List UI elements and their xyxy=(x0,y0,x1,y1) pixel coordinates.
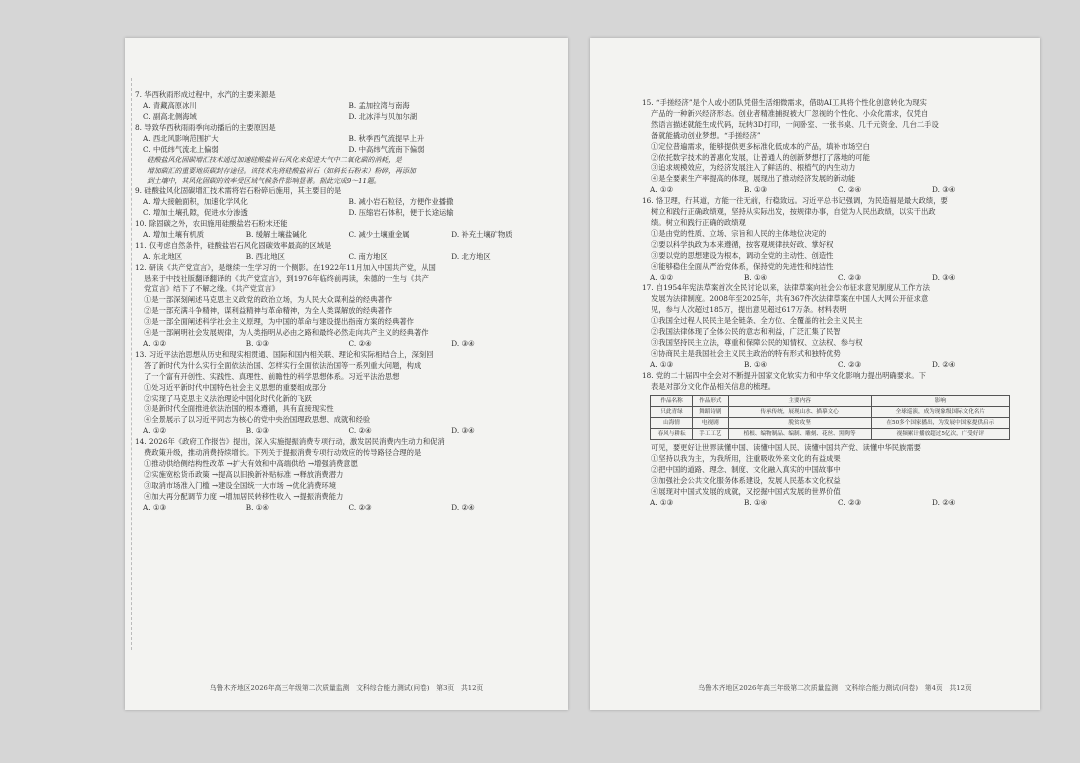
question-text-line: 可见，要更好让世界读懂中国、读懂中国人民、读懂中国共产党、读懂中华民族需要 xyxy=(651,443,921,453)
question-stem: 8. 导致华西秋雨雨季向动播后的主要原因是 xyxy=(135,122,276,132)
answer-option: B. ①③ xyxy=(744,185,768,195)
answer-option: C. ②④ xyxy=(348,426,372,436)
question-text-line: 表是对部分文化作品相关信息的梳理。 xyxy=(651,381,776,391)
material-paragraph-line: 硅酸盐风化固碳增汇技术通过加速硅酸盐岩石风化来促进大气中二氧化碳的消耗，是 xyxy=(147,156,402,165)
question-text-line: 然语言描述就能生成代码，玩转3D打印，一间卧室、一张书桌、几千元资金、几台二手设 xyxy=(651,119,939,129)
table-cell: 传承传统，展现山水、描摹文心 xyxy=(728,407,871,418)
answer-option: C. 增加土壤孔隙，促进水分渗透 xyxy=(143,208,248,218)
page-4-footer: 乌鲁木齐地区2026年高三年级第二次质量监测 文科综合能力测试(问卷) 第4页 共12页 xyxy=(698,684,972,692)
answer-option: A. ①③ xyxy=(650,359,673,369)
question-text-line: ③是一部全面阐述科学社会主义原理，为中国的革命与建设提出指南方案的经典著作 xyxy=(144,317,414,327)
question-text-line: ③是新时代全面推进依法治国的根本遵循，具有直接现实性 xyxy=(144,404,334,414)
answer-option: D. ②④ xyxy=(451,502,475,512)
answer-option: A. ①② xyxy=(650,272,673,282)
question-text-line: 费政策升级，推动消费持续增长。下列关于提振消费专项行动效应的传导路径合理的是 xyxy=(144,448,422,458)
question-text-line: 备就能撬动创业梦想。“手搓经济” xyxy=(651,130,761,140)
table-header-cell: 主要内容 xyxy=(728,396,871,407)
answer-options xyxy=(135,197,554,208)
table-body xyxy=(651,407,1010,440)
question-stem: 7. 华西秋雨形成过程中，水汽的主要来源是 xyxy=(135,90,276,99)
answer-option: A. 西北风影响范围扩大 xyxy=(143,133,219,143)
answer-options xyxy=(135,339,554,350)
page-4-block-b xyxy=(642,443,1026,508)
question-text-line: ②要以科学执政为本来遵循，按客观规律扶好政、掌好权 xyxy=(651,239,834,249)
culture-works-table xyxy=(650,395,1010,440)
table-cell: 在50多个国家播出，为发展中国家提供启示 xyxy=(871,418,1009,429)
answer-option: D. 北冰洋与贝加尔湖 xyxy=(348,111,418,121)
question-text-line: ③追求规模效应，为经济发展注入了鲜活的、根植气的内生动力 xyxy=(651,163,856,173)
table-row xyxy=(651,407,1010,418)
answer-option: B. ①④ xyxy=(245,502,269,512)
question-text-line: 树立和践行正确政绩观，坚持从实际出发，按规律办事，自觉为人民出政绩，以实干出政 xyxy=(651,207,936,217)
answer-option: C. 南方地区 xyxy=(348,251,388,261)
question-text-line: ①是由党的性质、立场、宗旨和人民的主体地位决定的 xyxy=(651,228,827,238)
answer-option: B. 西北地区 xyxy=(245,251,285,261)
question-text-line: 见，参与人次超过185万，提出意见超过617万条。材料表明 xyxy=(651,305,847,315)
table-cell: 只此青绿 xyxy=(651,407,693,418)
question-text-line: ④全景展示了以习近平同志为核心的党中央治国理政思想、成就和经验 xyxy=(144,415,371,425)
answer-option: B. 孟加拉湾与南海 xyxy=(348,100,410,110)
answer-option: A. ①③ xyxy=(650,498,673,507)
table-header-row xyxy=(651,396,1010,407)
question-stem: 15. “手搓经济”是个人或小团队凭借生活细微需求，借助AI工具将个性化创意转化为现实 xyxy=(642,98,927,107)
answer-option: D. 北方地区 xyxy=(451,251,491,261)
question-text-line: 绩。树立和践行正确的政绩观 xyxy=(651,217,746,227)
answer-options xyxy=(135,252,554,263)
question-text-line: 恳来于中技社版翻译翻译的《共产党宣言》，到1976年临终前再读，朱德的一生与《共产 xyxy=(144,273,429,283)
answer-options xyxy=(642,360,1026,371)
question-text-line: ③要以党的思想建设为根本，调动全党的主动性、创造性 xyxy=(651,250,834,260)
answer-option: B. 秋季西气流提早上升 xyxy=(348,133,425,143)
question-stem: 16. 恪卫理，行其道，方能一往无前，行稳致远。习近平总书记强调，为民造福是最大政绩，要 xyxy=(642,196,948,206)
answer-option: D. ②④ xyxy=(932,359,956,369)
table-cell: 脱贫攻坚 xyxy=(728,418,871,429)
question-text-line: 答了新时代为什么实行全面依法治国、怎样实行全面依法治国等一系列重大问题，构成 xyxy=(144,360,422,370)
table-header-cell: 影响 xyxy=(871,396,1009,407)
answer-option: D. ③④ xyxy=(451,339,475,349)
question-text-line: ②实施宽松货币政策 →提高以旧换新补贴标准 →释放消费潜力 xyxy=(144,469,344,479)
answer-option: B. ①③ xyxy=(245,339,269,349)
answer-option: D. 补充土壤矿物质 xyxy=(451,229,513,239)
exam-page-3 xyxy=(125,38,568,710)
question-text-line: ④是一部阐明社会发展规律，为人类指明从必由之路和最终必然走向共产主义的经典著作 xyxy=(144,328,429,338)
question-stem: 11. 仅考虑自然条件，硅酸盐岩石风化固碳效率最高的区域是 xyxy=(135,240,332,250)
question-text-line: ②我国法律体现了全体公民的意志和利益，广泛汇集了民智 xyxy=(651,327,841,337)
table-cell: 植根、编物制品、编制、雕刻、花丝、黑陶等 xyxy=(728,429,871,440)
material-paragraph-line: 增加碳汇的重要地质碳封存途径。该技术先将硅酸盐岩石（如斜长石粉末）粉碎，再添加 xyxy=(147,166,416,175)
page-3-questions xyxy=(135,90,554,514)
answer-option: A. 增大接触面积，加速化学风化 xyxy=(143,197,248,207)
table-row xyxy=(651,429,1010,440)
answer-option: B. ①④ xyxy=(744,359,768,369)
answer-option: B. 减小岩石粒径，方便作业播撒 xyxy=(348,197,454,207)
question-text-line: ①推动供给侧结构性改革 →扩大有效和中高端供给 →增强消费意愿 xyxy=(144,458,358,468)
question-text-line: ①是一部深刻阐述马克思主义政党的政治立场，为人民大众谋利益的经典著作 xyxy=(144,295,393,305)
answer-options xyxy=(135,230,554,241)
question-text-line: ①坚持以我为主，为我所用，注重吸收外来文化的有益成果 xyxy=(651,454,841,464)
question-text-line: ④协商民主是我国社会主义民主政治的特有形式和独特优势 xyxy=(651,348,841,358)
answer-option: D. ③④ xyxy=(932,185,956,195)
question-text-line: ③加强社会公共文化服务体系建设，发展人民基本文化权益 xyxy=(651,476,841,486)
answer-option: C. ②③ xyxy=(348,502,372,512)
answer-option: C. ②④ xyxy=(838,185,862,195)
answer-option: A. ①② xyxy=(650,185,673,195)
answer-options xyxy=(642,185,1026,196)
answer-option: B. 缓解土壤盐碱化 xyxy=(245,229,307,239)
question-text-line: ②依托数字技术的普惠化发展，让普通人的创新梦想打了落地的可能 xyxy=(651,152,870,162)
answer-option: B. ①④ xyxy=(744,272,768,282)
question-text-line: 了一个富有开创性、实践性、真理性、前瞻性的科学思想体系。习近平法治思想 xyxy=(144,371,400,381)
table-header-cell: 作品名称 xyxy=(651,396,693,407)
answer-option: A. 东北地区 xyxy=(143,251,183,261)
table-cell: 全球巡演，成为现象级国际文化名片 xyxy=(871,407,1009,418)
answer-options xyxy=(642,273,1026,284)
table-cell: 视频累计播放超过5亿次，广受好评 xyxy=(871,429,1009,440)
answer-option: A. ①② xyxy=(143,426,166,436)
answer-options xyxy=(135,426,554,437)
answer-options xyxy=(642,498,1026,509)
question-text-line: ③我国坚持民主立法，尊重和保障公民的知情权、立法权、参与权 xyxy=(651,337,863,347)
page-4-block-a xyxy=(642,98,1026,392)
answer-option: C. 减少土壤重金属 xyxy=(348,229,410,239)
answer-option: D. ③④ xyxy=(451,426,475,436)
question-stem: 10. 除固碳之外，农田施用硅酸盐岩石粉末还能 xyxy=(135,219,288,229)
question-text-line: ③取消市场准入门槛 →建设全国统一大市场 →优化消费环境 xyxy=(144,480,336,490)
question-text-line: ④展现对中国式发展的成就，又挖掘中国式发展的世界价值 xyxy=(651,487,841,497)
answer-options xyxy=(135,208,554,219)
answer-option: A. ①③ xyxy=(143,502,166,512)
question-text-line: ①我国全过程人民民主是全链条、全方位、全覆盖的社会主义民主 xyxy=(651,316,863,326)
question-stem: 18. 党的二十届四中全会对不断提升国家文化软实力和中华文化影响力提出明确要求。下 xyxy=(642,370,926,380)
table-header-cell: 作品形式 xyxy=(693,396,728,407)
page-3-footer: 乌鲁木齐地区2026年高三年级第二次质量监测 文科综合能力测试(问卷) 第3页 共12页 xyxy=(209,684,484,692)
table-cell: 电视剧 xyxy=(693,418,728,429)
answer-option: C. ②③ xyxy=(838,272,862,282)
page-4-questions xyxy=(642,98,1026,509)
table-cell: 舞蹈诗剧 xyxy=(693,407,728,418)
table-cell: 春风与耕耘 xyxy=(651,429,693,440)
question-stem: 13. 习近平法治思想从历史和现实相贯通、国际和国内相关联、理论和实际相结合上，深刻回 xyxy=(135,349,434,359)
answer-option: A. 增加土壤有机质 xyxy=(143,229,204,239)
question-text-line: ②是一部充满斗争精神，谋利益精神与革命精神，为全人类谋解放的经典著作 xyxy=(144,306,393,316)
answer-option: A. 青藏高原冰川 xyxy=(143,100,197,110)
answer-option: D. ②④ xyxy=(932,498,956,507)
answer-option: A. ①② xyxy=(143,339,166,349)
question-stem: 17. 自1954年宪法草案首次全民讨论以来，法律草案向社会公布征求意见制度从工作方法 xyxy=(642,283,930,293)
answer-option: C. ②④ xyxy=(348,339,372,349)
answer-option: C. 中低纬气流北上偏弱 xyxy=(143,144,219,154)
answer-options xyxy=(135,112,554,123)
question-text-line: ④能够稳住全面从严治党体系，保持党的先进性和纯洁性 xyxy=(651,261,834,271)
question-stem: 14. 2026年《政府工作报告》提出，深入实施提振消费专项行动，激发居民消费内生动力和促消 xyxy=(135,437,445,447)
answer-option: D. ③④ xyxy=(932,272,956,282)
question-text-line: 产品的一种新兴经济形态。创业者精准捕捉被大厂忽视的个性化、小众化需求，仅凭自 xyxy=(651,108,929,118)
answer-options xyxy=(135,503,554,514)
answer-option: D. 中高纬气流南下偏弱 xyxy=(348,144,425,154)
answer-option: B. ①④ xyxy=(744,498,768,507)
answer-option: B. ①③ xyxy=(245,426,269,436)
question-text-line: 党宣言》结下了不解之缘。《共产党宣言》 xyxy=(144,284,279,294)
question-text-line: ①定位普遍需求，能够提供更多标准化低成本的产品，填补市场空白 xyxy=(651,141,870,151)
answer-options xyxy=(135,134,554,145)
answer-option: D. 压缩岩石体积，便于长途运输 xyxy=(348,208,454,218)
material-paragraph-line: 到土壤中，其风化固碳的效率受区域气候条件影响显著。据此完成9～11题。 xyxy=(147,177,381,186)
question-text-line: ④加大再分配调节力度 →增加居民转移性收入 →提振消费能力 xyxy=(144,491,344,501)
answer-option: C. ②③ xyxy=(838,498,862,507)
answer-options xyxy=(135,101,554,112)
answer-option: C. 副高北侧海域 xyxy=(143,111,197,121)
exam-page-4 xyxy=(590,38,1040,710)
question-text-line: 发展为法律制度。2008年至2025年，共有367件次法律草案在中国人大网公开征求意 xyxy=(651,294,929,304)
answer-options xyxy=(135,145,554,156)
question-text-line: ②实现了马克思主义法治理论中国化时代化新的飞跃 xyxy=(144,393,312,403)
table-cell: 手工工艺 xyxy=(693,429,728,440)
table-cell: 山海情 xyxy=(651,418,693,429)
table-row xyxy=(651,418,1010,429)
question-stem: 9. 硅酸盐风化固碳增汇技术需将岩石粉碎后施用，其主要目的是 xyxy=(135,186,342,196)
question-text-line: ④是全要素生产率提高的体现，展现出了推动经济发展的新动能 xyxy=(651,174,856,184)
question-stem: 12. 研读《共产党宣言》，是继续一生学习的一个侧影。在1922年11月加入中国共产党，从国 xyxy=(135,262,436,272)
question-text-line: ①处习近平新时代中国特色社会主义思想的重要组成部分 xyxy=(144,382,327,392)
answer-option: C. ②③ xyxy=(838,359,862,369)
question-text-line: ②把中国的道路、理念、制度、文化融入真实的中国故事中 xyxy=(651,465,841,475)
